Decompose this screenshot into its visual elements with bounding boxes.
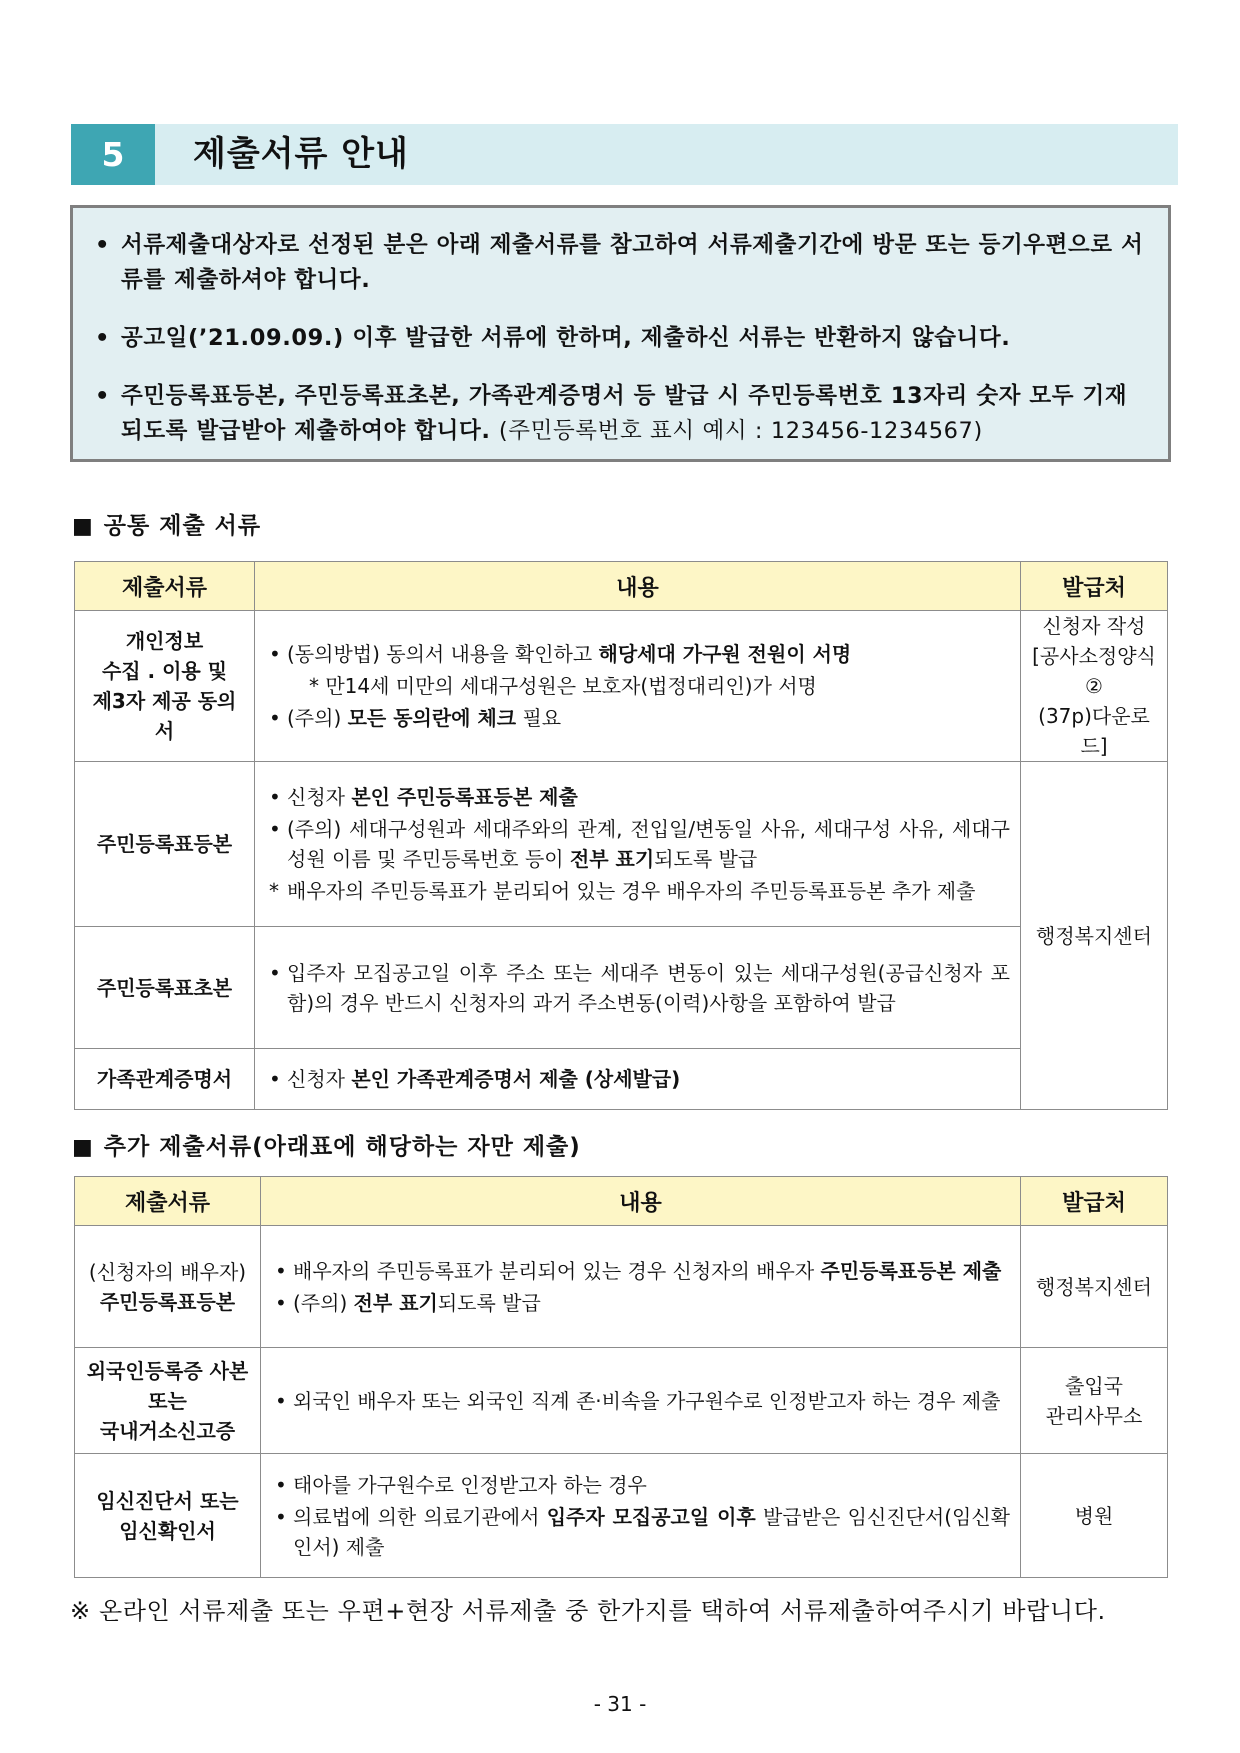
issuer-cell: 병원 <box>1021 1454 1168 1578</box>
issuer-cell: 행정복지센터 <box>1021 1226 1168 1348</box>
content-cell: • 태아를 가구원수로 인정받고자 하는 경우 • 의료법에 의한 의료기관에서 입주자 모집공고일 이후 발급받은 임신진단서(임신확인서) 제출 <box>261 1454 1021 1578</box>
common-docs-heading: ■ 공통 제출 서류 <box>72 513 262 539</box>
table-row <box>75 762 1168 927</box>
section-header <box>71 124 1178 185</box>
table-header-row <box>75 562 1168 611</box>
header-content: 내용 <box>261 1177 1021 1226</box>
doc-name-cell: 임신진단서 또는 임신확인서 <box>75 1454 261 1578</box>
table-row <box>75 1049 1168 1110</box>
additional-docs-table <box>74 1176 1168 1578</box>
content-cell: • 외국인 배우자 또는 외국인 직계 존·비속을 가구원수로 인정받고자 하는 경우 제출 <box>261 1348 1021 1454</box>
issuer-cell: 행정복지센터 <box>1021 762 1168 1110</box>
table-row <box>75 1226 1168 1348</box>
content-cell: • 신청자 본인 가족관계증명서 제출 (상세발급) <box>255 1049 1021 1110</box>
header-content: 내용 <box>255 562 1021 611</box>
notice-item: • 공고일(’21.09.09.) 이후 발급한 서류에 한하며, 제출하신 서류는 반환하지 않습니다. <box>95 321 1146 356</box>
page-number: - 31 - <box>593 1692 647 1716</box>
header-issuer: 발급처 <box>1021 1177 1168 1226</box>
issuer-cell: 출입국 관리사무소 <box>1021 1348 1168 1454</box>
section-number: 5 <box>71 124 155 185</box>
notice-item: • 서류제출대상자로 선정된 분은 아래 제출서류를 참고하여 서류제출기간에 방문 또는 등기우편으로 서류를 제출하셔야 합니다. <box>95 228 1146 298</box>
doc-name-cell: 가족관계증명서 <box>75 1049 255 1110</box>
header-doc: 제출서류 <box>75 1177 261 1226</box>
header-issuer: 발급처 <box>1021 562 1168 611</box>
doc-name-cell: 개인정보 수집 . 이용 및 제3자 제공 동의서 <box>75 611 255 762</box>
header-doc: 제출서류 <box>75 562 255 611</box>
content-cell: • 신청자 본인 주민등록표등본 제출 • (주의) 세대구성원과 세대주와의 관계, 전입일/변동일 사유, 세대구성 사유, 세대구성원 이름 및 주민등록번호 등이 전부 표기되도록 발급 * 배우자의 주민등록표가 분리되어 있는 경우 배우자의 주민등록표등본 추가 제출 <box>255 762 1021 927</box>
square-bullet-icon: ■ <box>72 1135 94 1160</box>
table-row <box>75 1348 1168 1454</box>
notice-example: (주민등록번호 표시 예시 : 123456-1234567) <box>498 418 983 444</box>
content-cell: • (동의방법) 동의서 내용을 확인하고 해당세대 가구원 전원이 서명 * 만14세 미만의 세대구성원은 보호자(법정대리인)가 서명 • (주의) 모든 동의란에 체크 필요 <box>255 611 1021 762</box>
doc-name-cell: 주민등록표초본 <box>75 927 255 1049</box>
doc-name-cell: 주민등록표등본 <box>75 762 255 927</box>
doc-name-cell: 외국인등록증 사본 또는 국내거소신고증 <box>75 1348 261 1454</box>
content-cell: • 입주자 모집공고일 이후 주소 또는 세대주 변동이 있는 세대구성원(공급신청자 포함)의 경우 반드시 신청자의 과거 주소변동(이력)사항을 포함하여 발급 <box>255 927 1021 1049</box>
notice-item: • 주민등록표등본, 주민등록표초본, 가족관계증명서 등 발급 시 주민등록번호 13자리 숫자 모두 기재되도록 발급받아 제출하여야 합니다. (주민등록번호 표시 예시 : 123456-1234567) <box>95 379 1146 449</box>
table-header-row <box>75 1177 1168 1226</box>
table-row <box>75 1454 1168 1578</box>
content-cell: • 배우자의 주민등록표가 분리되어 있는 경우 신청자의 배우자 주민등록표등본 제출 • (주의) 전부 표기되도록 발급 <box>261 1226 1021 1348</box>
section-title: 제출서류 안내 <box>193 134 409 174</box>
table-row <box>75 927 1168 1049</box>
issuer-cell: 신청자 작성 [공사소정양식② (37p)다운로드] <box>1021 611 1168 762</box>
square-bullet-icon: ■ <box>72 514 94 539</box>
table-row <box>75 611 1168 762</box>
common-docs-table <box>74 561 1168 1110</box>
additional-docs-heading: ■ 추가 제출서류(아래표에 해당하는 자만 제출) <box>72 1134 581 1160</box>
doc-name-cell: (신청자의 배우자) 주민등록표등본 <box>75 1226 261 1348</box>
footnote: ※ 온라인 서류제출 또는 우편+현장 서류제출 중 한가지를 택하여 서류제출하여주시기 바랍니다. <box>70 1597 1106 1625</box>
notice-box <box>70 205 1171 462</box>
